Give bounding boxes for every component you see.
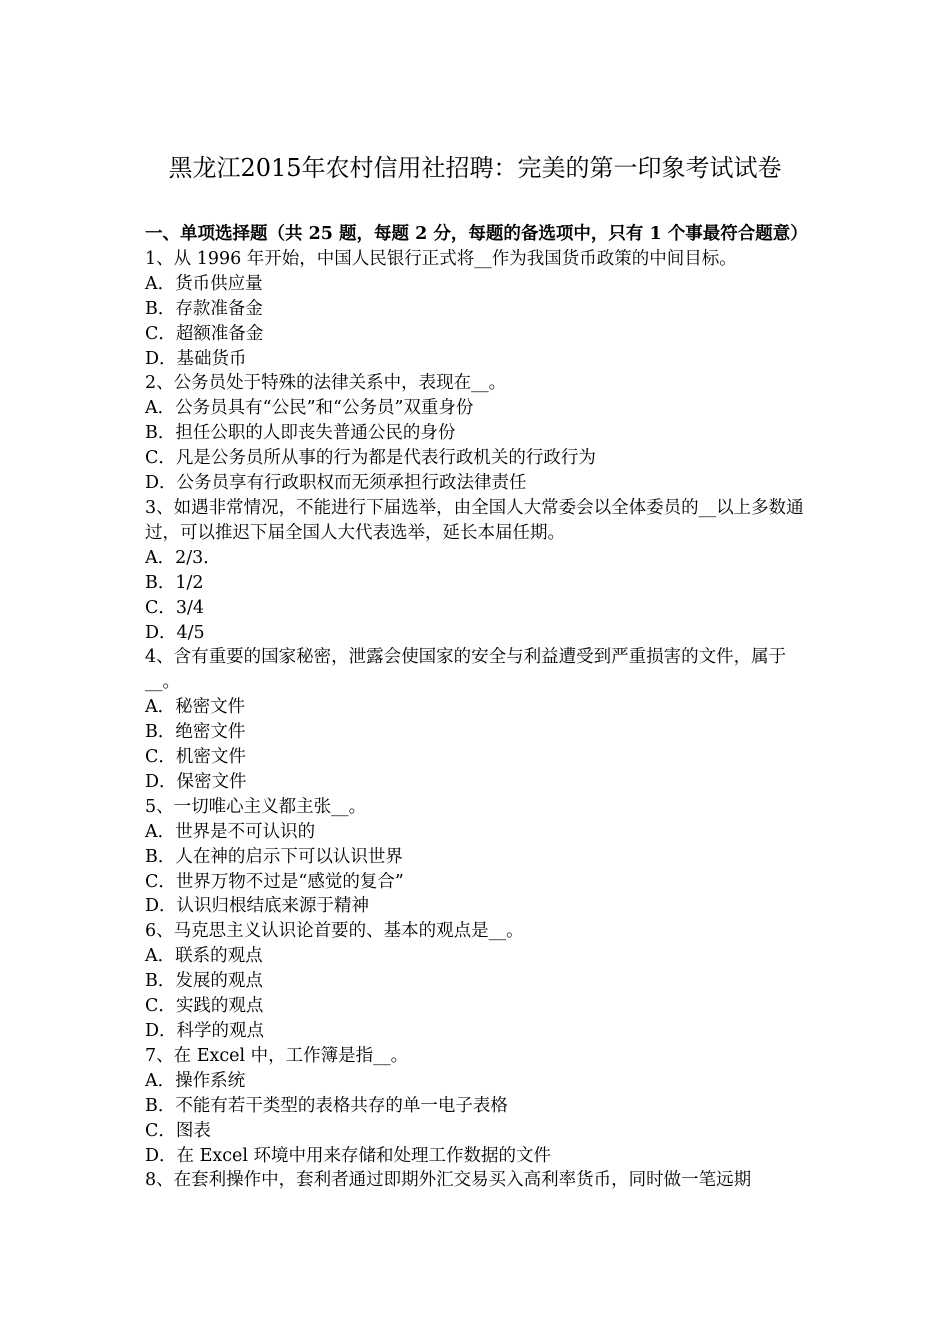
answer-option: C．图表 — [145, 1120, 211, 1141]
answer-option: C．世界万物不过是“感觉的复合” — [145, 871, 404, 892]
answer-option: C．3/4 — [145, 597, 205, 618]
answer-option: B．人在神的启示下可以认识世界 — [145, 846, 403, 867]
answer-option: C．机密文件 — [145, 747, 246, 768]
document-title: 黑龙江2015年农村信用社招聘：完美的第一印象考试试卷 — [168, 154, 782, 182]
answer-option: D．公务员享有行政职权而无须承担行政法律责任 — [145, 473, 527, 494]
answer-option: A．操作系统 — [145, 1070, 246, 1091]
answer-option: B．绝密文件 — [145, 722, 246, 743]
question-stem: 5、一切唯心主义都主张__。 — [145, 796, 367, 817]
answer-option: B．担任公职的人即丧失普通公民的身份 — [145, 423, 456, 444]
answer-option: D．4/5 — [145, 622, 205, 643]
answer-option: D．基础货币 — [145, 348, 247, 369]
question-stem: 8、在套利操作中，套利者通过即期外汇交易买入高利率货币，同时做一笔远期 — [145, 1170, 752, 1191]
answer-option: D．在 Excel 环境中用来存储和处理工作数据的文件 — [145, 1145, 552, 1166]
question-item — [145, 247, 810, 372]
answer-option: B．存款准备金 — [145, 298, 263, 319]
question-list — [145, 247, 810, 1193]
answer-option: A．2/3． — [145, 547, 221, 568]
answer-option: D．保密文件 — [145, 771, 247, 792]
answer-option: A．世界是不可认识的 — [145, 821, 316, 842]
question-stem: 4、含有重要的国家秘密，泄露会使国家的安全与利益遭受到严重损害的文件，属于__。 — [145, 647, 787, 693]
answer-option: A．秘密文件 — [145, 697, 246, 718]
question-item — [145, 496, 810, 645]
document-body — [145, 222, 810, 1193]
answer-option: C．超额准备金 — [145, 323, 264, 344]
question-stem: 3、如遇非常情况，不能进行下届选举，由全国人大常委会以全体委员的__以上多数通过，可以推迟下届全国人大代表选举，延长本届任期。 — [145, 497, 804, 543]
section-heading: 一、单项选择题（共 25 题，每题 2 分，每题的备选项中，只有 1 个事最符合题意） — [145, 224, 808, 244]
question-stem: 7、在 Excel 中，工作簿是指__。 — [145, 1045, 409, 1066]
question-item — [145, 1044, 810, 1169]
answer-option: B．1/2 — [145, 572, 204, 593]
answer-option: B．发展的观点 — [145, 971, 263, 992]
question-item — [145, 371, 810, 496]
question-stem: 2、公务员处于特殊的法律关系中，表现在__。 — [145, 373, 507, 394]
question-item — [145, 1168, 810, 1193]
answer-option: D．科学的观点 — [145, 1021, 265, 1041]
question-stem: 6、马克思主义认识论首要的、基本的观点是__。 — [145, 921, 524, 942]
answer-option: D．认识归根结底来源于精神 — [145, 896, 370, 917]
answer-option: B．不能有若干类型的表格共存的单一电子表格 — [145, 1095, 508, 1116]
answer-option: C．实践的观点 — [145, 996, 264, 1017]
question-stem: 1、从 1996 年开始，中国人民银行正式将__作为我国货币政策的中间目标。 — [145, 248, 737, 269]
question-item — [145, 919, 810, 1044]
question-item — [145, 795, 810, 920]
question-item — [145, 645, 810, 794]
answer-option: A．货币供应量 — [145, 273, 263, 294]
answer-option: A．联系的观点 — [145, 946, 263, 967]
answer-option: A．公务员具有“公民”和“公务员”双重身份 — [145, 398, 474, 419]
answer-option: C．凡是公务员所从事的行为都是代表行政机关的行政行为 — [145, 448, 596, 469]
